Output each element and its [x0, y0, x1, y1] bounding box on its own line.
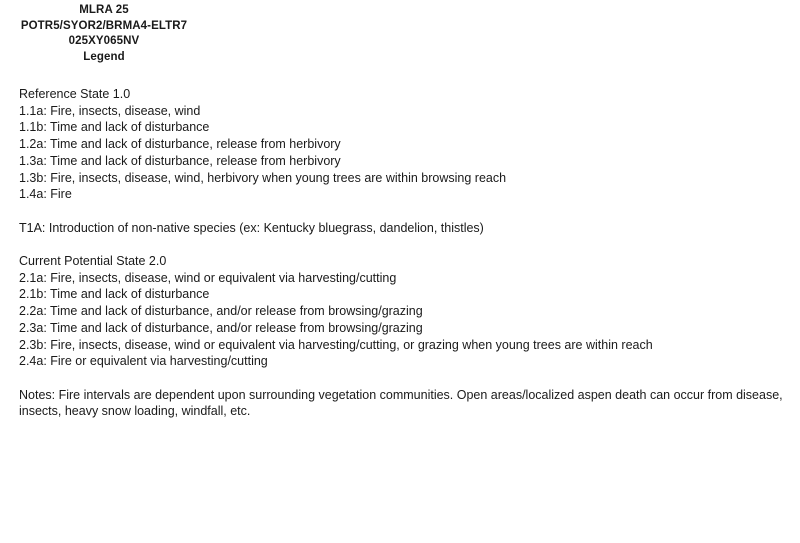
list-item: 2.2a: Time and lack of disturbance, and/or release from browsing/grazing	[19, 304, 423, 319]
ecological-site-id: 025XY065NV	[68, 35, 140, 47]
mlra-title: MLRA 25	[79, 4, 129, 16]
list-item: 1.1b: Time and lack of disturbance	[19, 120, 210, 135]
list-item: 1.1a: Fire, insects, disease, wind	[19, 103, 201, 118]
reference-state-section	[19, 86, 794, 203]
legend-body	[19, 86, 794, 420]
list-item: 2.1a: Fire, insects, disease, wind or equivalent via harvesting/cutting	[19, 270, 397, 285]
legend-title: Legend	[83, 50, 125, 63]
spacer	[19, 370, 794, 387]
transition-text: T1A: Introduction of non-native species (ex: Kentucky bluegrass, dandelion, thistles)	[19, 220, 484, 235]
list-item: 1.2a: Time and lack of disturbance, release from herbivory	[19, 137, 341, 152]
list-item: 1.3a: Time and lack of disturbance, release from herbivory	[19, 153, 341, 168]
current-state-title: Current Potential State 2.0	[19, 254, 167, 268]
list-item: 2.4a: Fire or equivalent via harvesting/cutting	[19, 354, 268, 369]
list-item: 2.1b: Time and lack of disturbance	[19, 287, 210, 302]
list-item: 1.3b: Fire, insects, disease, wind, herbivory when young trees are within browsing reach	[19, 170, 507, 185]
current-state-section	[19, 253, 794, 370]
spacer	[19, 203, 794, 220]
notes-paragraph: Notes: Fire intervals are dependent upon surrounding vegetation communities. Open areas/localized aspen death can occur from disease, insects, heavy snow loading, windfall, etc.	[19, 387, 783, 419]
list-item: 2.3a: Time and lack of disturbance, and/or release from browsing/grazing	[19, 320, 423, 335]
list-item: 1.4a: Fire	[19, 187, 72, 202]
list-item: 2.3b: Fire, insects, disease, wind or equivalent via harvesting/cutting, or grazing when young trees are within reach	[19, 337, 653, 352]
transition-section	[19, 220, 794, 237]
plant-community-code: POTR5/SYOR2/BRMA4-ELTR7	[20, 19, 188, 32]
spacer	[19, 236, 794, 253]
legend-header	[0, 3, 208, 65]
reference-state-title: Reference State 1.0	[19, 87, 131, 101]
